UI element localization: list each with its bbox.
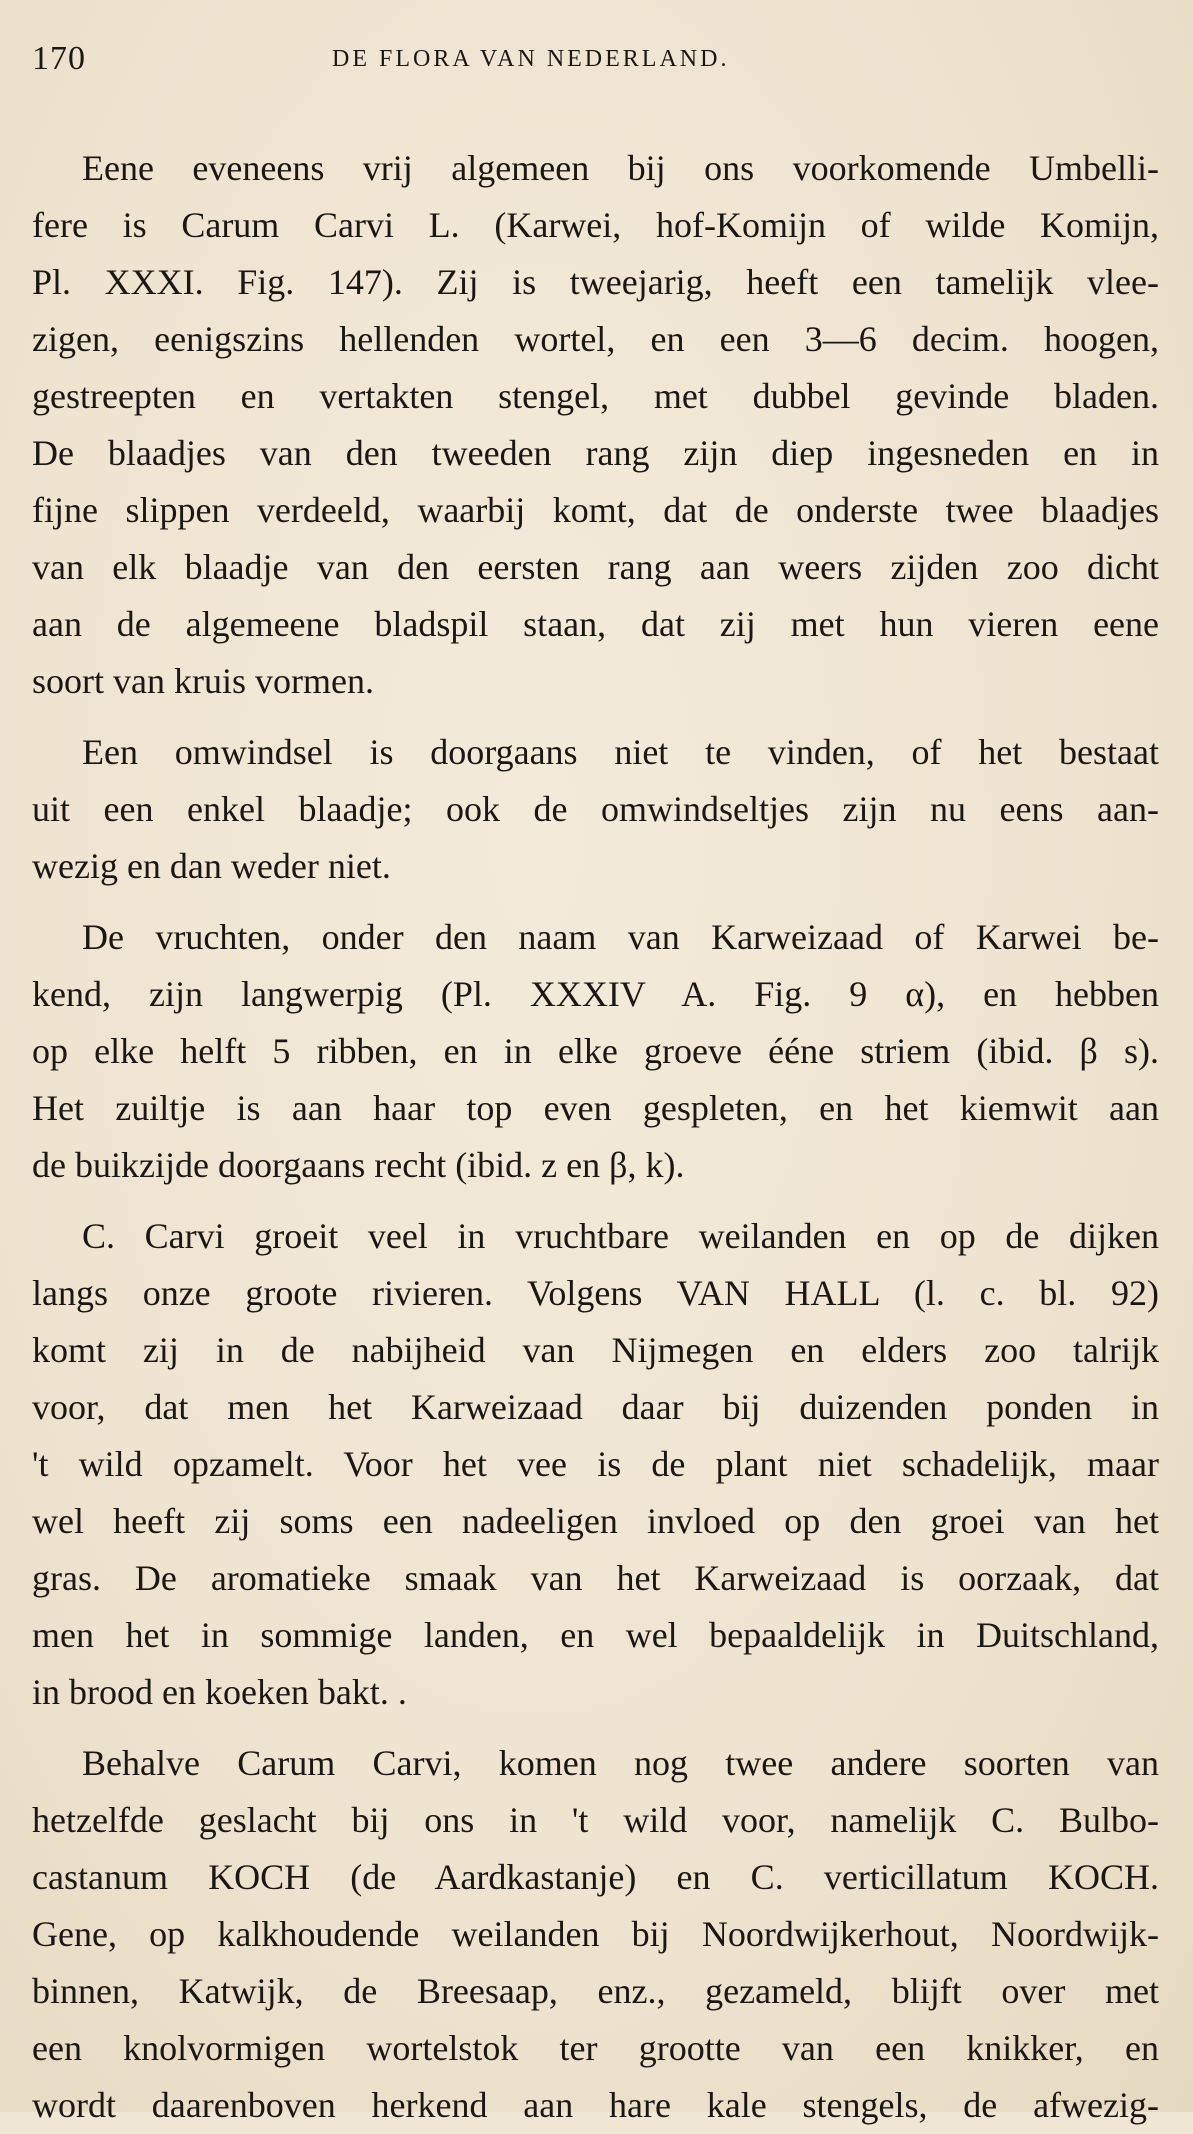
text-line: fijne slippen verdeeld, waarbij komt, dat de onderste twee blaadjes	[32, 490, 1159, 530]
text-line: binnen, Katwijk, de Breesaap, enz., gezameld, blijft over met	[32, 1971, 1159, 2011]
paragraph	[32, 1208, 1159, 1721]
text-line: kend, zijn langwerpig (Pl. XXXIV A. Fig. 9 α), en hebben	[32, 974, 1159, 1014]
text-line: wezig en dan weder niet.	[32, 846, 391, 886]
text-line: Pl. XXXI. Fig. 147). Zij is tweejarig, heeft een tamelijk vlee-	[32, 262, 1159, 302]
text-line: uit een enkel blaadje; ook de omwindseltjes zijn nu eens aan-	[32, 789, 1159, 829]
running-title: DE FLORA VAN NEDERLAND.	[332, 46, 730, 72]
text-line: Gene, op kalkhoudende weilanden bij Noordwijkerhout, Noordwijk-	[32, 1914, 1159, 1954]
text-line: Een omwindsel is doorgaans niet te vinden, of het bestaat	[82, 732, 1159, 772]
paragraph	[32, 140, 1159, 710]
text-line: op elke helft 5 ribben, en in elke groeve ééne striem (ibid. β s).	[32, 1031, 1159, 1071]
page-number: 170	[32, 40, 86, 77]
text-line: de buikzijde doorgaans recht (ibid. z en β, k).	[32, 1145, 685, 1185]
text-line: van elk blaadje van den eersten rang aan weers zijden zoo dicht	[32, 547, 1159, 587]
text-line: gras. De aromatieke smaak van het Karweizaad is oorzaak, dat	[32, 1558, 1159, 1598]
text-line: soort van kruis vormen.	[32, 661, 374, 701]
text-line: C. Carvi groeit veel in vruchtbare weilanden en op de dijken	[82, 1216, 1159, 1256]
text-line: wel heeft zij soms een nadeeligen invloed op den groei van het	[32, 1501, 1159, 1541]
text-line: een knolvormigen wortelstok ter grootte van een knikker, en	[32, 2028, 1159, 2068]
text-line: men het in sommige landen, en wel bepaaldelijk in Duitschland,	[32, 1615, 1159, 1655]
text-line: voor, dat men het Karweizaad daar bij duizenden ponden in	[32, 1387, 1159, 1427]
text-line: De vruchten, onder den naam van Karweizaad of Karwei be-	[82, 917, 1159, 957]
text-line: De blaadjes van den tweeden rang zijn diep ingesneden en in	[32, 433, 1159, 473]
paragraph	[32, 724, 1159, 895]
text-line: Eene eveneens vrij algemeen bij ons voorkomende Umbelli-	[82, 148, 1159, 188]
text-line: castanum KOCH (de Aardkastanje) en C. verticillatum KOCH.	[32, 1857, 1159, 1897]
text-line: Behalve Carum Carvi, komen nog twee andere soorten van	[82, 1743, 1159, 1783]
text-line: hetzelfde geslacht bij ons in 't wild voor, namelijk C. Bulbo-	[32, 1800, 1159, 1840]
text-line: komt zij in de nabijheid van Nijmegen en elders zoo talrijk	[32, 1330, 1159, 1370]
paragraph	[32, 1735, 1159, 2134]
text-line: Het zuiltje is aan haar top even gespleten, en het kiemwit aan	[32, 1088, 1159, 1128]
body-text	[32, 140, 1159, 2134]
running-head	[32, 40, 1159, 82]
text-line: in brood en koeken bakt. .	[32, 1672, 407, 1712]
text-line: zigen, eenigszins hellenden wortel, en een 3—6 decim. hoogen,	[32, 319, 1159, 359]
text-line: aan de algemeene bladspil staan, dat zij met hun vieren eene	[32, 604, 1159, 644]
text-line: fere is Carum Carvi L. (Karwei, hof-Komijn of wilde Komijn,	[32, 205, 1159, 245]
text-line: langs onze groote rivieren. Volgens VAN HALL (l. c. bl. 92)	[32, 1273, 1159, 1313]
text-line: wordt daarenboven herkend aan hare kale stengels, de afwezig-	[32, 2085, 1159, 2125]
text-line: gestreepten en vertakten stengel, met dubbel gevinde bladen.	[32, 376, 1159, 416]
text-line: 't wild opzamelt. Voor het vee is de plant niet schadelijk, maar	[32, 1444, 1159, 1484]
paragraph	[32, 909, 1159, 1194]
